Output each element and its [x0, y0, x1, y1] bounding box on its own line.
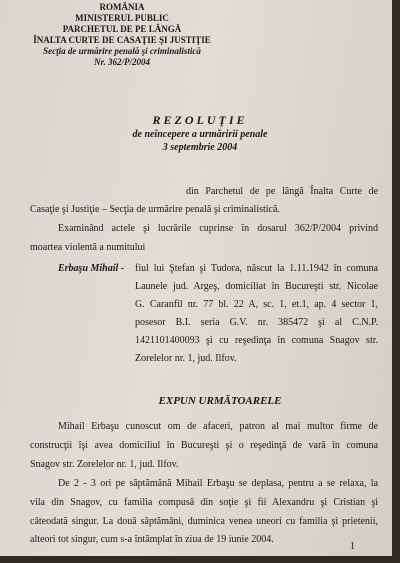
title-date: 3 septembrie 2004	[162, 142, 238, 153]
body-p1-line-1: Mihail Erbaşu cunoscut om de afaceri, patron al mai multor firme de	[58, 421, 378, 432]
person-line-3: G. Caranfil nr. 77 bl. 22 A, sc. 1, et.1, ap. 4 sector 1,	[135, 299, 378, 310]
title-main: REZOLUŢIE	[152, 113, 248, 127]
header-ministry: MINISTERUL PUBLIC	[75, 13, 169, 23]
page-number: 1	[350, 541, 355, 552]
person-line-6: Zorelelor nr. 1, jud. Ilfov.	[135, 353, 237, 364]
intro-line-3: Examinând actele şi lucrările cuprinse în dosarul 362/P/2004 privind	[58, 223, 378, 234]
header-court: ÎNALTA CURTE DE CASAŢIE ŞI JUSTIŢIE	[33, 35, 211, 45]
intro-line-4: moartea violentă a numitului	[30, 242, 146, 253]
letterhead	[22, 2, 222, 68]
header-prosecutor-office: PARCHETUL DE PE LÂNGĂ	[62, 24, 182, 34]
person-line-4: posesor B.I. seria G.V. nr. 385472 şi al C.N.P.	[135, 317, 378, 328]
body-p1-line-2: construcţii îşi avea domiciliul în Bucureşti şi o reşedinţă de vară în comuna	[30, 440, 378, 451]
body-p2-line-4: alteori tot singur, cum s-a întâmplat în ziua de 19 iunie 2004.	[30, 534, 274, 545]
person-name: Erbaşu Mihail -	[58, 263, 125, 274]
header-section: Secţia de urmărire penală şi criminalistică	[43, 46, 201, 56]
intro-line-2: Casaţie şi Justiţie – Secţia de urmărire penală şi criminalistică.	[30, 204, 280, 215]
body-p1-line-3: Snagov str. Zorelelor nr. 1, jud. Ilfov.	[30, 459, 179, 470]
person-line-5: 1421101400093 şi cu reşedinţa în comuna Snagov str.	[135, 335, 378, 346]
document-title	[100, 113, 300, 154]
header-file-number: Nr. 362/P/2004	[93, 57, 150, 67]
person-line-1: fiul lui Ştefan şi Tudora, născut la 1.11.1942 în comuna	[135, 263, 378, 274]
body-p2-line-1: De 2 - 3 ori pe săptămână Mihail Erbaşu se deplasa, pentru a se relaxa, la	[58, 478, 378, 489]
person-line-2: Launele jud. Argeş, domiciliat în Bucureşti str. Nicolae	[135, 281, 378, 292]
section-heading: EXPUN URMĂTOARELE	[158, 395, 282, 407]
body-p2-line-3: câteodată singur. La două săptămâni, duminica venea uneori cu familia şi prietenii,	[30, 516, 378, 527]
body-p2-line-2: vila din Snagov, cu familia compusă din soţie şi fii Alexandru şi Cristian şi	[30, 497, 378, 508]
header-country: ROMÂNIA	[99, 2, 145, 12]
title-subtitle: de neîncepere a urmăririi penale	[132, 129, 268, 140]
intro-line-1: din Parchetul de pe lângă Înalta Curte de	[186, 186, 378, 197]
